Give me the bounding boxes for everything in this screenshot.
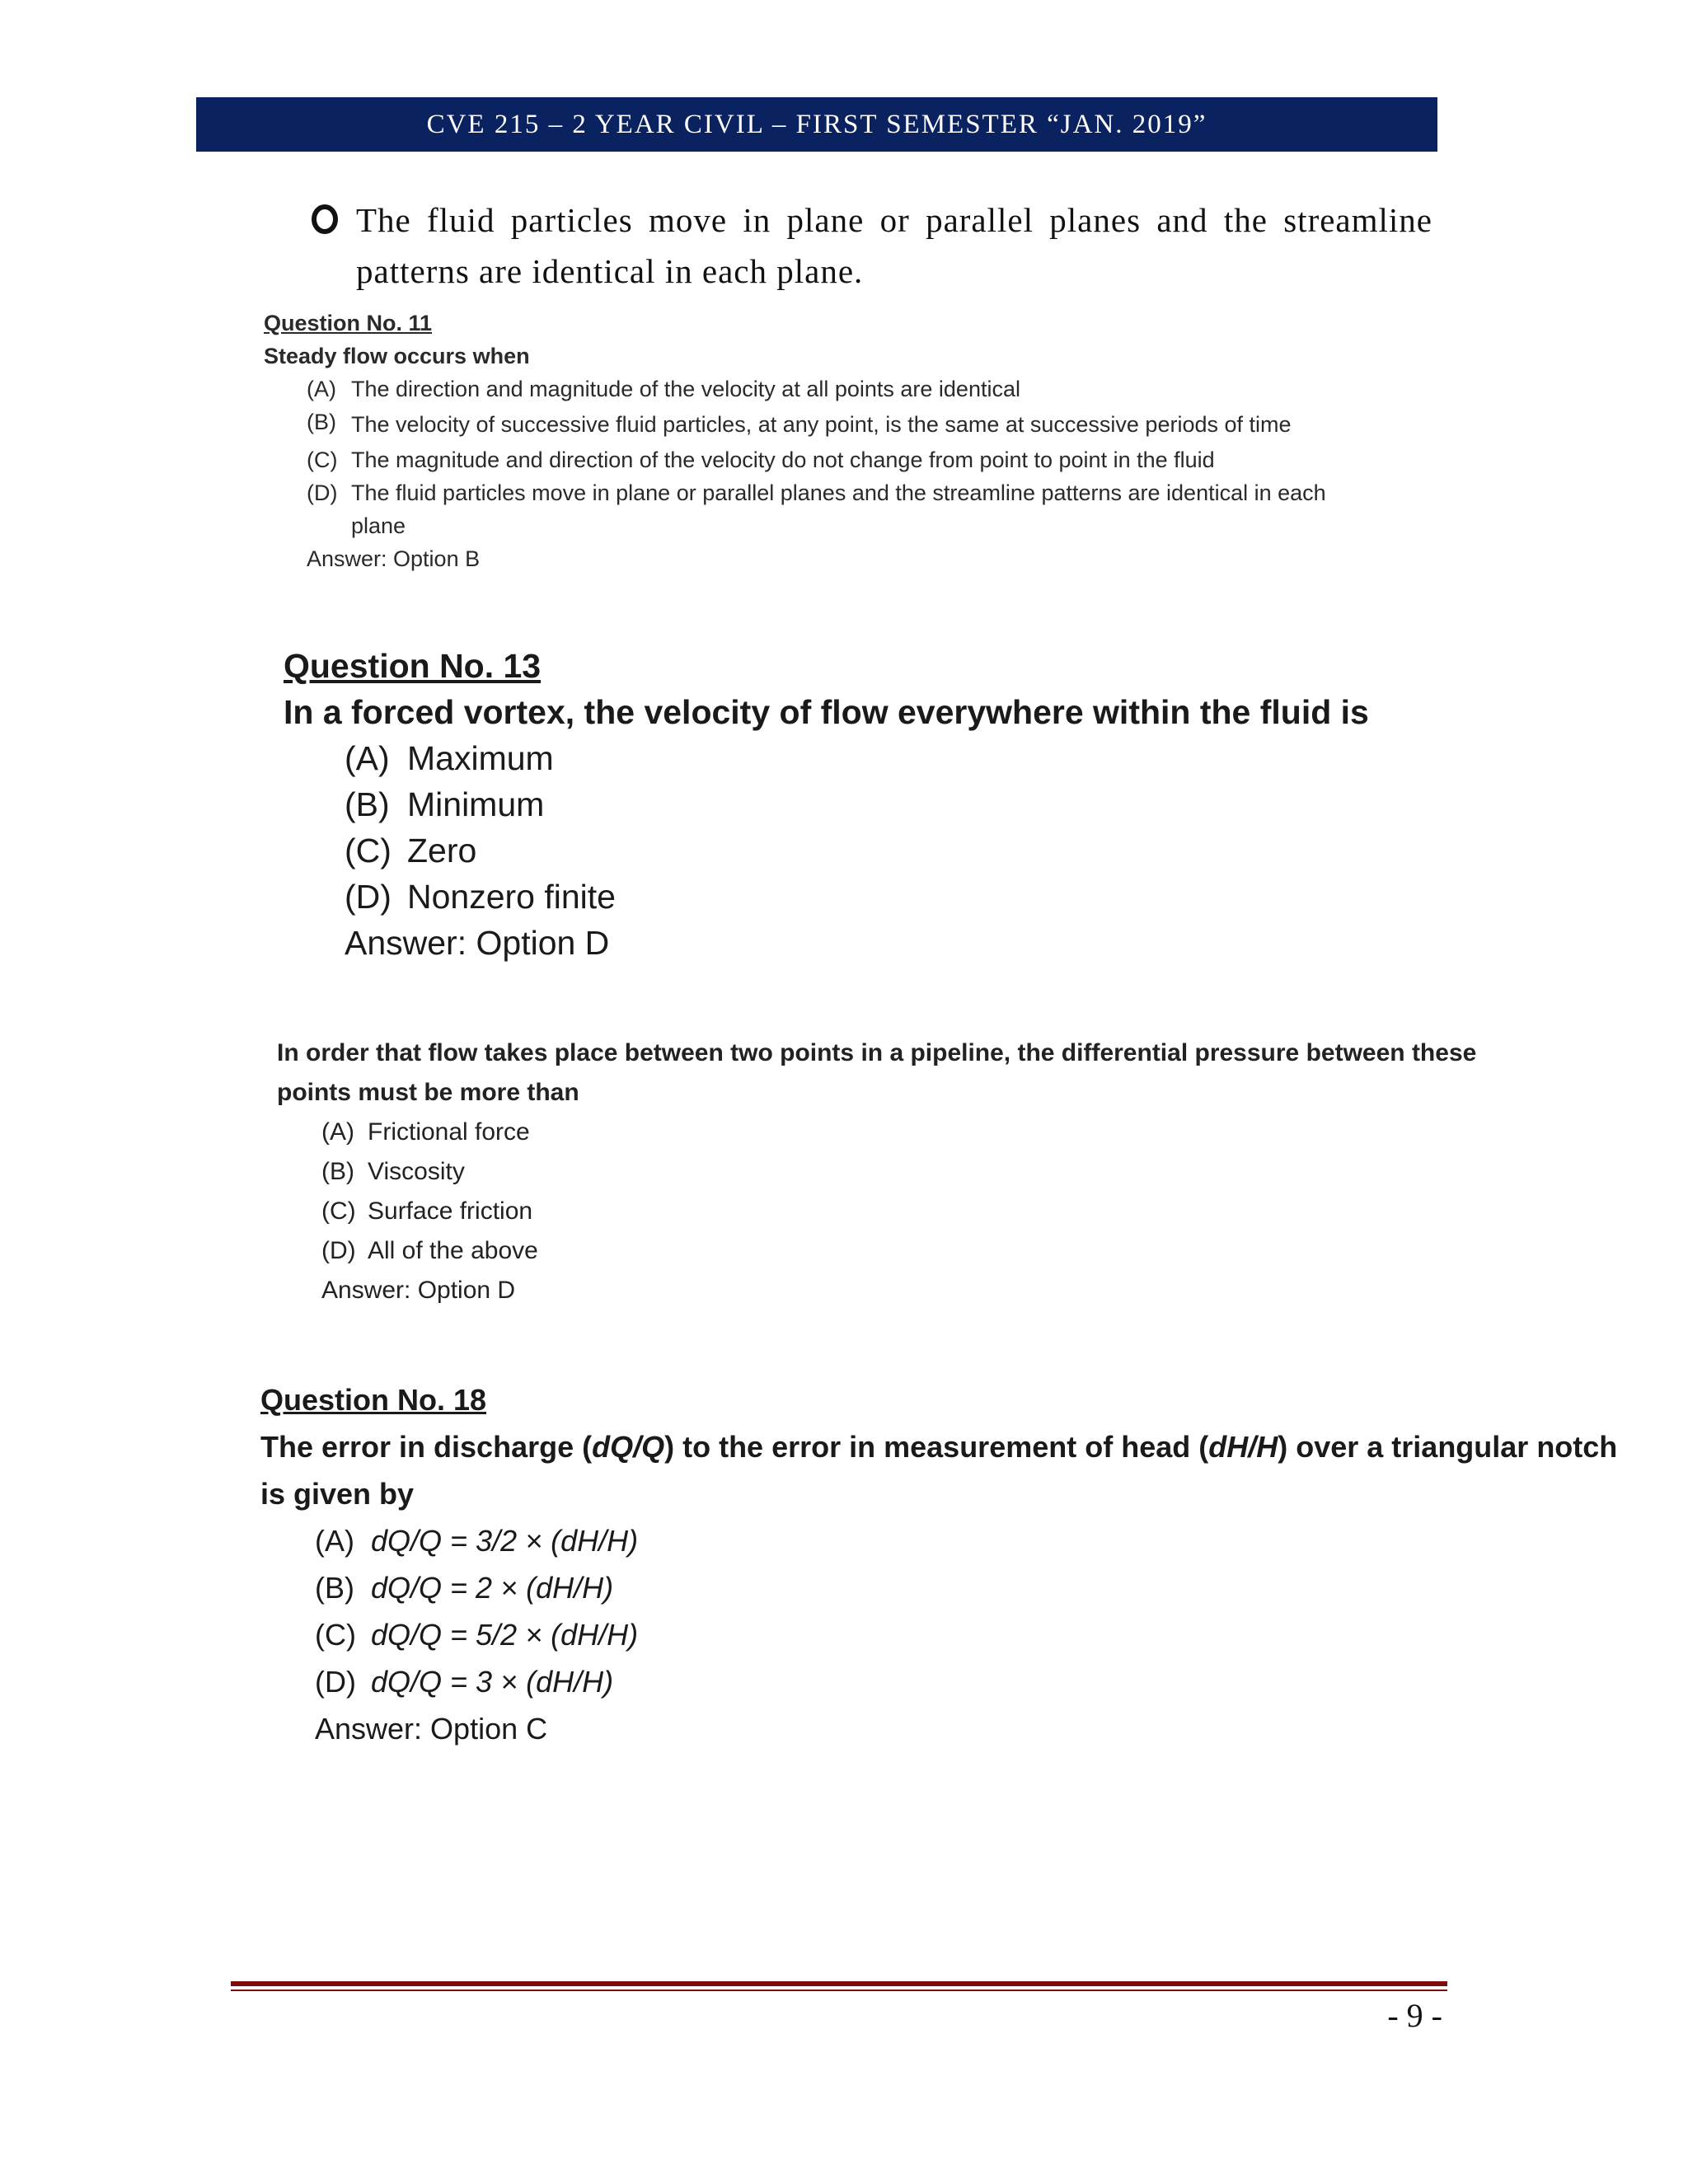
option-d	[307, 476, 1418, 542]
option-label: (C)	[315, 1618, 356, 1652]
option-label: (D)	[321, 1237, 356, 1264]
answer-text: Answer: Option C	[315, 1712, 548, 1746]
option-b	[307, 405, 1418, 443]
option-a	[307, 373, 1418, 405]
option-text: Zero	[407, 832, 477, 869]
question-title: Question No. 13	[284, 647, 542, 685]
footer-divider	[231, 1981, 1447, 1991]
option-label: (B)	[345, 785, 390, 823]
question-pipeline	[277, 1033, 1497, 1310]
option-label: (B)	[307, 410, 336, 434]
option-b	[315, 1564, 1629, 1611]
option-a	[345, 735, 1520, 781]
stem-text: ) to the error in measurement of head (	[664, 1430, 1209, 1464]
option-label: (D)	[307, 480, 338, 505]
option-list	[321, 1113, 1497, 1310]
option-list	[315, 1517, 1629, 1752]
option-list	[345, 735, 1520, 966]
answer-text: Answer: Option D	[345, 924, 610, 962]
option-label: (A)	[345, 739, 390, 777]
question-title: Question No. 18	[260, 1383, 487, 1417]
option-label: (D)	[345, 878, 392, 916]
option-d	[345, 874, 1520, 920]
header-title: CVE 215 – 2 YEAR CIVIL – FIRST SEMESTER “JAN. 2019”	[426, 109, 1207, 139]
question-13	[284, 643, 1520, 966]
question-stem: In a forced vortex, the velocity of flow everywhere within the fluid is	[284, 693, 1369, 731]
question-stem: Steady flow occurs when	[264, 344, 530, 368]
question-18	[260, 1376, 1629, 1752]
option-list	[307, 373, 1418, 575]
option-label: (A)	[321, 1118, 354, 1146]
option-label: (C)	[321, 1197, 356, 1225]
option-text: dQ/Q = 3/2 × (dH/H)	[371, 1524, 639, 1558]
option-a	[315, 1517, 1629, 1564]
option-text: dQ/Q = 5/2 × (dH/H)	[371, 1618, 639, 1652]
option-label: (D)	[315, 1665, 356, 1699]
page-header-banner	[196, 97, 1437, 152]
option-label: (B)	[315, 1571, 354, 1605]
option-text: Nonzero finite	[407, 878, 616, 916]
option-text: dQ/Q = 3 × (dH/H)	[371, 1665, 614, 1699]
page-number: - 9 -	[1387, 1997, 1442, 2034]
option-c	[315, 1611, 1629, 1658]
question-11	[264, 307, 1418, 575]
option-b	[345, 781, 1520, 827]
option-text: The fluid particles move in plane or parallel planes and the streamline patterns are identical in each plane	[351, 480, 1326, 538]
option-text: The velocity of successive fluid particles, at any point, is the same at successive periods of time	[351, 412, 1292, 437]
option-label: (C)	[307, 448, 338, 472]
stem-text: ) over a triangular notch is given by	[260, 1430, 1618, 1511]
option-text: Maximum	[407, 739, 554, 777]
stem-text: The error in discharge (	[260, 1430, 593, 1464]
question-stem: In order that flow takes place between two points in a pipeline, the differential pressure between these points must be more than	[277, 1039, 1477, 1106]
stem-math: dQ/Q	[592, 1430, 665, 1464]
option-text: dQ/Q = 2 × (dH/H)	[371, 1571, 614, 1605]
option-label: (A)	[307, 377, 336, 401]
option-label: (B)	[321, 1158, 354, 1185]
option-b	[321, 1152, 1497, 1192]
option-text: The magnitude and direction of the velocity do not change from point to point in the fluid	[351, 448, 1215, 472]
bullet-point	[312, 194, 1432, 297]
answer-text: Answer: Option D	[321, 1277, 516, 1304]
option-a	[321, 1113, 1497, 1152]
question-stem	[260, 1423, 1629, 1517]
circle-bullet-icon	[312, 203, 341, 236]
stem-math: dH/H	[1208, 1430, 1278, 1464]
option-c	[321, 1192, 1497, 1231]
option-text: Minimum	[407, 785, 545, 823]
question-title: Question No. 11	[264, 311, 433, 335]
option-text: The direction and magnitude of the velocity at all points are identical	[351, 377, 1020, 401]
option-c	[307, 443, 1418, 476]
option-text: Frictional force	[368, 1118, 530, 1146]
option-d	[315, 1658, 1629, 1705]
bullet-text: The fluid particles move in plane or parallel planes and the streamline patterns are identical in each plane.	[356, 201, 1432, 290]
option-label: (C)	[345, 832, 392, 869]
option-text: All of the above	[368, 1237, 538, 1264]
option-c	[345, 827, 1520, 874]
answer-text: Answer: Option B	[307, 546, 481, 571]
option-d	[321, 1231, 1497, 1271]
option-text: Surface friction	[368, 1197, 533, 1225]
option-text: Viscosity	[368, 1158, 465, 1185]
option-label: (A)	[315, 1524, 354, 1558]
